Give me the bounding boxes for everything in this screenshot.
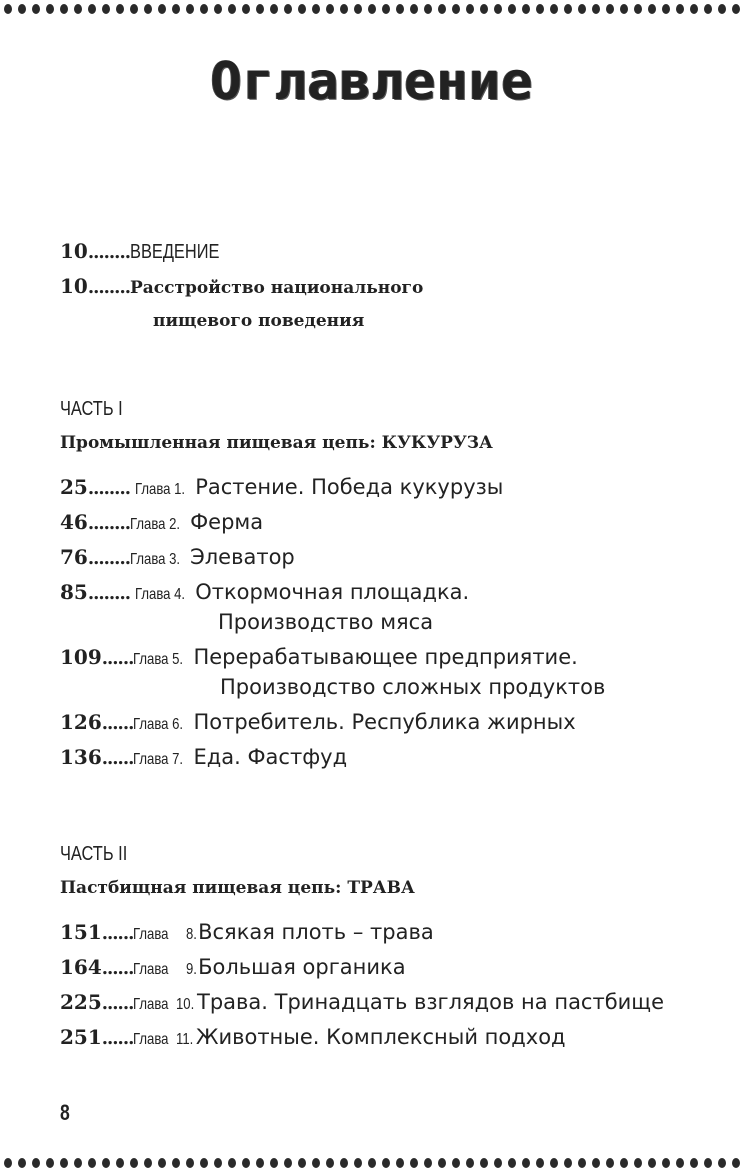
border-dot xyxy=(144,4,152,14)
chapter-title-continued: Производство мяса xyxy=(218,610,434,634)
border-dot xyxy=(452,4,460,14)
chapter-label: Глава 5. xyxy=(133,651,184,668)
page-number: 8 xyxy=(60,1100,70,1125)
border-dot xyxy=(354,1158,362,1168)
border-dot xyxy=(564,4,572,14)
border-dot xyxy=(4,1158,12,1168)
border-dot xyxy=(676,4,684,14)
border-dot xyxy=(284,1158,292,1168)
border-dot xyxy=(368,4,376,14)
toc-entry-chapter[interactable] xyxy=(60,507,263,537)
top-dotted-border xyxy=(0,4,744,18)
border-dot xyxy=(60,1158,68,1168)
border-dot xyxy=(648,4,656,14)
border-dot xyxy=(648,1158,656,1168)
page-num: 10 xyxy=(60,239,88,263)
page-num: 151 xyxy=(60,920,102,944)
part1-label: ЧАСТЬ I xyxy=(60,398,123,420)
dot-leader: ...... xyxy=(101,923,134,944)
border-dot xyxy=(634,4,642,14)
border-dot xyxy=(606,1158,614,1168)
part2-subtitle: Пастбищная пищевая цепь: ТРАВА xyxy=(60,878,415,898)
dot-leader: ........ xyxy=(87,548,130,569)
border-dot xyxy=(564,1158,572,1168)
border-dot xyxy=(298,4,306,14)
border-dot xyxy=(508,1158,516,1168)
toc-entry-chapter[interactable] xyxy=(60,577,469,607)
border-dot xyxy=(74,4,82,14)
border-dot xyxy=(718,4,726,14)
border-dot xyxy=(634,1158,642,1168)
border-dot xyxy=(662,1158,670,1168)
border-dot xyxy=(32,4,40,14)
entry-title: Расстройство национального xyxy=(129,278,424,298)
border-dot xyxy=(88,4,96,14)
border-dot xyxy=(592,1158,600,1168)
border-dot xyxy=(326,1158,334,1168)
border-dot xyxy=(284,4,292,14)
page-title: Оглавление xyxy=(210,52,534,112)
border-dot xyxy=(536,4,544,14)
border-dot xyxy=(172,1158,180,1168)
border-dot xyxy=(340,4,348,14)
chapter-label: Глава xyxy=(133,961,169,978)
chapter-label: Глава 4. xyxy=(135,586,186,603)
chapter-title: Трава. Тринадцать взглядов на пастбище xyxy=(197,990,665,1014)
chapter-title-continued: Производство сложных продуктов xyxy=(220,675,606,699)
border-dot xyxy=(326,4,334,14)
chapter-label: Глава 3. xyxy=(129,551,181,568)
toc-entry-chapter[interactable] xyxy=(60,987,664,1017)
chapter-label: Глава xyxy=(133,996,169,1013)
border-dot xyxy=(242,4,250,14)
part2-label: ЧАСТЬ II xyxy=(60,843,128,865)
border-dot xyxy=(228,1158,236,1168)
border-dot xyxy=(144,1158,152,1168)
border-dot xyxy=(242,1158,250,1168)
border-dot xyxy=(732,4,740,14)
dot-leader: ...... xyxy=(101,993,134,1014)
toc-entry-chapter[interactable] xyxy=(60,952,406,982)
border-dot xyxy=(312,1158,320,1168)
chapter-label: Глава xyxy=(133,1031,169,1048)
border-dot xyxy=(116,1158,124,1168)
chapter-title: Всякая плоть – трава xyxy=(198,920,434,944)
page-num: 225 xyxy=(60,990,102,1014)
chapter-title: Элеватор xyxy=(190,545,295,569)
border-dot xyxy=(354,4,362,14)
border-dot xyxy=(186,4,194,14)
border-dot xyxy=(368,1158,376,1168)
border-dot xyxy=(116,4,124,14)
page-num: 76 xyxy=(60,545,88,569)
border-dot xyxy=(18,1158,26,1168)
border-dot xyxy=(662,4,670,14)
border-dot xyxy=(578,1158,586,1168)
border-dot xyxy=(382,1158,390,1168)
border-dot xyxy=(550,4,558,14)
border-dot xyxy=(410,1158,418,1168)
border-dot xyxy=(522,4,530,14)
chapter-title: Ферма xyxy=(190,510,264,534)
border-dot xyxy=(536,1158,544,1168)
border-dot xyxy=(578,4,586,14)
border-dot xyxy=(690,1158,698,1168)
border-dot xyxy=(312,4,320,14)
chapter-number: 8. xyxy=(185,926,197,943)
toc-entry-chapter[interactable] xyxy=(60,542,295,572)
border-dot xyxy=(410,4,418,14)
toc-entry-chapter[interactable] xyxy=(60,1022,566,1052)
chapter-title: Перерабатывающее предприятие. xyxy=(193,645,578,669)
page-num: 85 xyxy=(60,580,88,604)
page-num: 136 xyxy=(60,745,102,769)
border-dot xyxy=(270,1158,278,1168)
border-dot xyxy=(690,4,698,14)
border-dot xyxy=(172,4,180,14)
chapter-title: Потребитель. Республика жирных xyxy=(193,710,576,734)
chapter-label: Глава 6. xyxy=(133,716,184,733)
toc-entry-chapter[interactable] xyxy=(60,472,503,502)
border-dot xyxy=(18,4,26,14)
border-dot xyxy=(494,4,502,14)
border-dot xyxy=(396,4,404,14)
chapter-label: Глава xyxy=(133,926,169,943)
toc-entry-chapter[interactable] xyxy=(60,742,347,772)
border-dot xyxy=(424,4,432,14)
page-num: 46 xyxy=(60,510,88,534)
dot-leader: ...... xyxy=(101,648,134,669)
border-dot xyxy=(200,4,208,14)
page-num: 25 xyxy=(60,475,88,499)
toc-entry-disorder[interactable] xyxy=(60,271,423,301)
border-dot xyxy=(74,1158,82,1168)
border-dot xyxy=(424,1158,432,1168)
dot-leader: ........ xyxy=(87,277,130,298)
border-dot xyxy=(452,1158,460,1168)
toc-entry-chapter[interactable] xyxy=(60,707,576,737)
chapter-label: Глава 1. xyxy=(135,481,186,498)
border-dot xyxy=(88,1158,96,1168)
border-dot xyxy=(382,4,390,14)
border-dot xyxy=(186,1158,194,1168)
bottom-dotted-border xyxy=(0,1158,744,1172)
border-dot xyxy=(130,1158,138,1168)
border-dot xyxy=(270,4,278,14)
border-dot xyxy=(102,1158,110,1168)
border-dot xyxy=(704,4,712,14)
border-dot xyxy=(214,4,222,14)
border-dot xyxy=(466,1158,474,1168)
page-num: 109 xyxy=(60,645,102,669)
page-num: 10 xyxy=(60,274,88,298)
border-dot xyxy=(592,4,600,14)
part1-subtitle: Промышленная пищевая цепь: КУКУРУЗА xyxy=(60,433,493,453)
border-dot xyxy=(480,1158,488,1168)
border-dot xyxy=(732,1158,740,1168)
border-dot xyxy=(620,1158,628,1168)
border-dot xyxy=(340,1158,348,1168)
dot-leader: ........ xyxy=(87,242,130,263)
border-dot xyxy=(60,4,68,14)
border-dot xyxy=(46,1158,54,1168)
chapter-title: Животные. Комплексный подход xyxy=(195,1025,566,1049)
border-dot xyxy=(158,1158,166,1168)
chapter-title: Еда. Фастфуд xyxy=(193,745,348,769)
chapter-title: Большая органика xyxy=(198,955,406,979)
toc-entry-chapter[interactable] xyxy=(60,642,578,672)
border-dot xyxy=(718,1158,726,1168)
chapter-label: Глава 2. xyxy=(129,516,181,533)
border-dot xyxy=(494,1158,502,1168)
border-dot xyxy=(158,4,166,14)
chapter-label: Глава 7. xyxy=(133,751,184,768)
chapter-number: 9. xyxy=(185,961,197,978)
page-num: 126 xyxy=(60,710,102,734)
toc-entry-intro[interactable] xyxy=(60,236,239,266)
entry-title: ВВЕДЕНИЕ xyxy=(129,241,220,263)
border-dot xyxy=(466,4,474,14)
border-dot xyxy=(438,4,446,14)
border-dot xyxy=(522,1158,530,1168)
border-dot xyxy=(200,1158,208,1168)
entry-title-continued: пищевого поведения xyxy=(153,311,365,331)
border-dot xyxy=(102,4,110,14)
border-dot xyxy=(620,4,628,14)
chapter-title: Откормочная площадка. xyxy=(195,580,470,604)
dot-leader: ........ xyxy=(87,478,130,499)
border-dot xyxy=(4,4,12,14)
border-dot xyxy=(676,1158,684,1168)
border-dot xyxy=(256,1158,264,1168)
dot-leader: ...... xyxy=(101,1028,134,1049)
toc-entry-chapter[interactable] xyxy=(60,917,434,947)
border-dot xyxy=(298,1158,306,1168)
dot-leader: ...... xyxy=(101,748,134,769)
dot-leader: ........ xyxy=(87,583,130,604)
border-dot xyxy=(550,1158,558,1168)
border-dot xyxy=(606,4,614,14)
border-dot xyxy=(32,1158,40,1168)
border-dot xyxy=(704,1158,712,1168)
border-dot xyxy=(508,4,516,14)
page-num: 164 xyxy=(60,955,102,979)
border-dot xyxy=(438,1158,446,1168)
page-num: 251 xyxy=(60,1025,102,1049)
border-dot xyxy=(480,4,488,14)
border-dot xyxy=(228,4,236,14)
border-dot xyxy=(396,1158,404,1168)
border-dot xyxy=(214,1158,222,1168)
border-dot xyxy=(130,4,138,14)
border-dot xyxy=(46,4,54,14)
chapter-number: 11. xyxy=(175,1031,193,1048)
dot-leader: ...... xyxy=(101,958,134,979)
dot-leader: ...... xyxy=(101,713,134,734)
dot-leader: ........ xyxy=(87,513,130,534)
chapter-number: 10. xyxy=(175,996,194,1013)
border-dot xyxy=(256,4,264,14)
chapter-title: Растение. Победа кукурузы xyxy=(195,475,504,499)
